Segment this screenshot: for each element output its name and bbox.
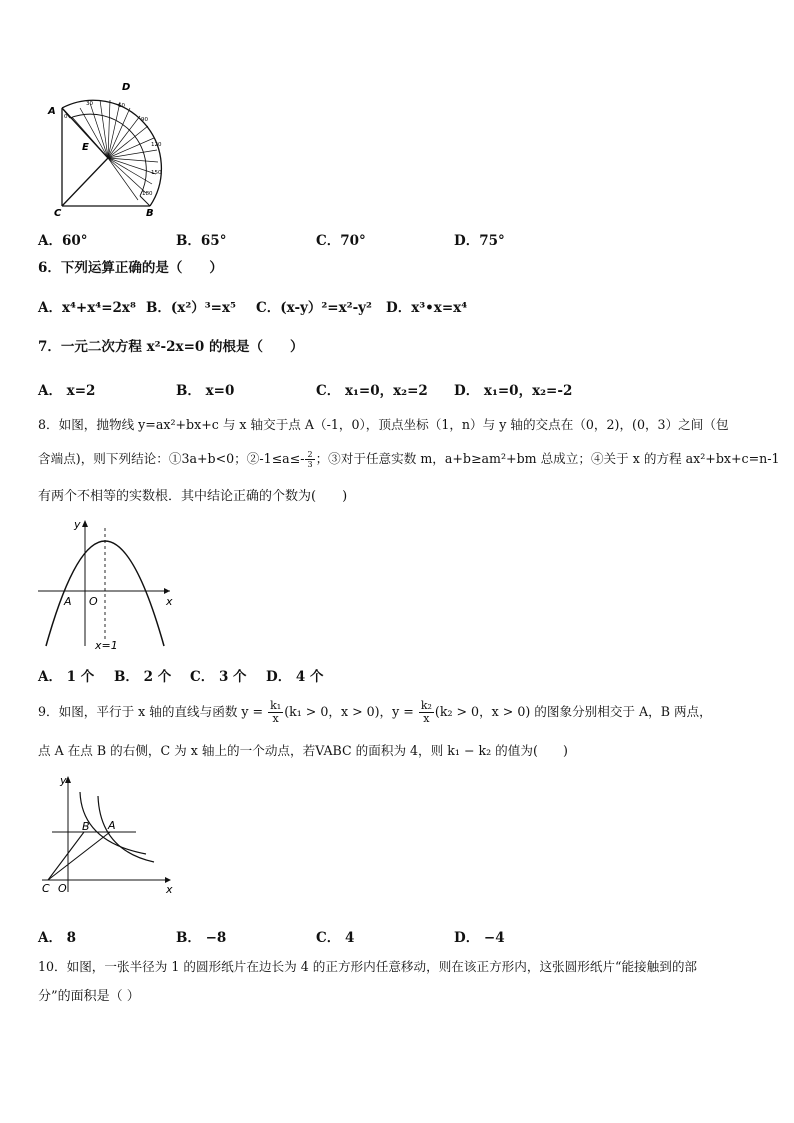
label-a: A <box>48 106 56 117</box>
q9-frac-1-den: x <box>272 712 279 725</box>
scale-0: 0 <box>64 114 68 120</box>
axis-x-label: x <box>166 883 173 896</box>
q6-option-b[interactable]: B．(x²）³=x⁵ <box>146 300 236 316</box>
q8-line-1: 8．如图，抛物线 y=ax²+bx+c 与 x 轴交于点 A（-1，0），顶点坐标（1，n）与 y 轴的交点在（0，2)，(0，3）之间（包 <box>38 417 729 432</box>
scale-30: 30 <box>86 101 93 107</box>
q8-option-a[interactable]: A． 1 个 <box>38 669 95 685</box>
scale-150: 150 <box>151 170 162 176</box>
protractor-figure <box>42 78 202 218</box>
scale-90: 90 <box>141 117 148 123</box>
q8-option-c[interactable]: C． 3 个 <box>190 669 247 685</box>
q9-frac-2-num: k₂ <box>420 699 432 712</box>
q6-option-a[interactable]: A．x⁴+x⁴=2x⁸ <box>38 300 136 316</box>
q7-option-d[interactable]: D． x₁=0，x₂=-2 <box>454 383 573 399</box>
label-e: E <box>82 142 89 153</box>
q7-stem: 7．一元二次方程 x²-2x=0 的根是（ ） <box>38 339 304 355</box>
q8-frac-num: 2 <box>307 450 313 459</box>
q8-option-b[interactable]: B． 2 个 <box>114 669 172 685</box>
axis-y-label: y <box>74 518 81 531</box>
point-a-label: A <box>108 819 116 832</box>
q8-option-d[interactable]: D． 4 个 <box>266 669 324 685</box>
q6-stem: 6．下列运算正确的是（ ） <box>38 260 223 276</box>
q7-option-c[interactable]: C． x₁=0，x₂=2 <box>316 383 428 399</box>
q5-option-a[interactable]: A．60° <box>38 233 88 249</box>
scale-120: 120 <box>151 142 162 148</box>
q10-line-2: 分”的面积是（ ） <box>38 989 140 1004</box>
q6-option-c[interactable]: C．(x-y）²=x²-y² <box>256 300 372 316</box>
q8-line-2 <box>38 449 780 469</box>
q10-line-1: 10．如图，一张半径为 1 的圆形纸片在边长为 4 的正方形内任意移动，则在该正方形内，这张圆形纸片“能接触到的部 <box>38 959 698 974</box>
origin-label: O <box>89 595 98 608</box>
q8-line-2-a: 含端点)，则下列结论：①3a+b<0；②-1≤a≤- <box>38 451 305 466</box>
scale-60: 60 <box>118 103 125 109</box>
q5-option-c[interactable]: C．70° <box>316 233 366 249</box>
q9-line-2: 点 A 在点 B 的右侧，C 为 x 轴上的一个动点，若VABC 的面积为 4，则 k₁ − k₂ 的值为( ) <box>38 743 568 758</box>
q9-frac-2-den: x <box>423 712 430 725</box>
label-b: B <box>146 208 154 218</box>
q9-option-d[interactable]: D． −4 <box>454 930 505 946</box>
q5-option-b[interactable]: B．65° <box>176 233 227 249</box>
q8-line-3: 有两个不相等的实数根．其中结论正确的个数为( ) <box>38 489 348 504</box>
q9-fraction-1 <box>268 700 283 725</box>
q7-option-a[interactable]: A． x=2 <box>38 383 96 399</box>
q8-frac-den: 3 <box>307 460 313 469</box>
hyperbola-figure <box>38 772 178 896</box>
label-c: C <box>54 208 62 218</box>
point-c-label: C <box>42 882 50 895</box>
q9-option-c[interactable]: C． 4 <box>316 930 355 946</box>
axis-x-label: x <box>166 595 173 608</box>
q5-option-d[interactable]: D．75° <box>454 233 505 249</box>
q8-line-2-b: ；③对于任意实数 m，a+b≥am²+bm 总成立；④关于 x 的方程 ax²+bx+c=n-1 <box>315 451 780 466</box>
axis-of-symmetry-label: x=1 <box>95 639 118 652</box>
q9-fraction-2 <box>419 700 434 725</box>
q9-line-1 <box>38 698 712 726</box>
q9-line-1-b: (k₁ > 0，x > 0)，y = <box>284 704 418 719</box>
parabola-figure <box>38 516 178 656</box>
q9-option-b[interactable]: B． −8 <box>176 930 227 946</box>
axis-y-label: y <box>60 774 67 787</box>
label-d: D <box>122 82 131 93</box>
q9-frac-1-num: k₁ <box>270 699 282 712</box>
q9-line-1-c: (k₂ > 0，x > 0) 的图象分别相交于 A，B 两点， <box>434 704 712 719</box>
point-b-label: B <box>82 820 90 833</box>
q6-option-d[interactable]: D．x³•x=x⁴ <box>386 300 468 316</box>
q9-option-a[interactable]: A． 8 <box>38 930 77 946</box>
scale-180: 180 <box>142 191 153 197</box>
origin-label: O <box>58 882 67 895</box>
point-a-label: A <box>64 595 72 608</box>
q7-option-b[interactable]: B． x=0 <box>176 383 235 399</box>
q8-fraction <box>305 450 314 469</box>
q9-line-1-a: 9．如图，平行于 x 轴的直线与函数 y = <box>38 704 268 719</box>
